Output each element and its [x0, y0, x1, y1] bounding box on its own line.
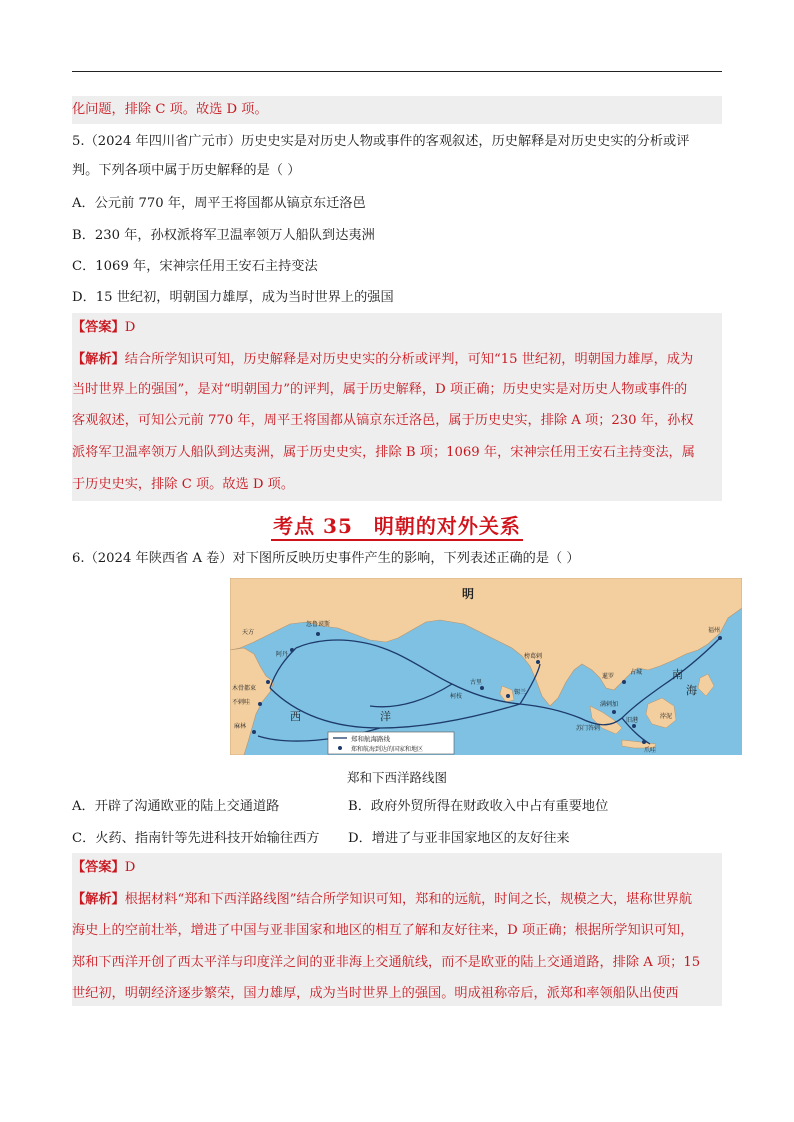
- q6-option-d: D．增进了与亚非国家地区的友好往来: [348, 831, 570, 846]
- map-place-label: 爪哇: [644, 747, 657, 754]
- q6-answer-label: 【答案】: [72, 860, 125, 875]
- map-place-label: 苏门答剌: [576, 725, 601, 732]
- map-place-label: 满剌加: [600, 701, 619, 708]
- place-dot: [622, 680, 626, 684]
- map-label-yang: 洋: [380, 710, 391, 723]
- map-place-label: 福州: [708, 627, 721, 634]
- q5-stem-line1: 5.（2024 年四川省广元市）历史史实是对历史人物或事件的客观叙述，历史解释是对历史史实的分析或评: [72, 134, 690, 149]
- map-place-label: 旧港: [626, 717, 639, 724]
- map-place-label: 榜葛剌: [524, 653, 543, 660]
- place-dot: [642, 740, 646, 744]
- q5-analysis-label: 【解析】: [72, 352, 125, 367]
- q5-option-c: C．1069 年，宋神宗任用王安石主持变法: [72, 259, 318, 274]
- q5-option-d: D．15 世纪初，明朝国力雄厚，成为当时世界上的强国: [72, 290, 394, 305]
- legend-place-swatch: [338, 746, 342, 750]
- place-dot: [252, 730, 256, 734]
- map-place-label: 麻林: [234, 723, 247, 730]
- place-dot: [316, 632, 320, 636]
- place-dot: [718, 636, 722, 640]
- place-dot: [290, 648, 294, 652]
- q6-analysis-line4: 世纪初，明朝经济逐步繁荣，国力雄厚，成为当时世界上的强国。明成祖称帝后，派郑和率领船队出使西: [72, 986, 679, 1001]
- q5-analysis-text1: 结合所学知识可知，历史解释是对历史史实的分析或评判，可知“15 世纪初，明朝国力雄厚，成为: [124, 352, 694, 367]
- q5-option-b: B．230 年，孙权派将军卫温率领万人船队到达夷洲: [72, 228, 375, 243]
- place-dot: [480, 686, 484, 690]
- legend-route-label: 郑和航海路线: [351, 735, 390, 743]
- map-place-label: 锡兰: [514, 689, 527, 696]
- q5-analysis-line3: 客观叙述，可知公元前 770 年，周平王将国都从镐京东迁洛邑，属于历史史实，排除 A 项；230 年，孙权: [72, 413, 694, 428]
- map-place-label: 天方: [242, 629, 255, 636]
- map-caption: 郑和下西洋路线图: [346, 770, 447, 785]
- q6-option-b: B．政府外贸所得在财政收入中占有重要地位: [348, 799, 609, 814]
- q6-analysis-line2: 海史上的空前壮举，增进了中国与亚非国家和地区的相互了解和友好往来，D 项正确；根据所学知识可知，: [72, 923, 694, 938]
- map-place-label: 木骨都束: [232, 685, 257, 692]
- place-dot: [632, 724, 636, 728]
- q6-analysis-text1: 根据材料“郑和下西洋路线图”结合所学知识可知，郑和的远航，时间之长，规模之大，堪称世界航: [124, 892, 693, 907]
- section-title-text: 考点 35 明朝的对外关系: [271, 514, 523, 541]
- place-dot: [506, 694, 510, 698]
- q6-analysis-label: 【解析】: [72, 892, 125, 907]
- place-dot: [536, 660, 540, 664]
- map-label-ming: 明: [462, 587, 475, 601]
- map-place-label: 柯枝: [450, 693, 463, 700]
- map-place-label: 浡泥: [660, 713, 673, 720]
- q5-analysis-line1: [72, 350, 693, 370]
- q6-option-a: A．开辟了沟通欧亚的陆上交通道路: [72, 799, 280, 814]
- q6-analysis-line3: 郑和下西洋开创了西太平洋与印度洋之间的亚非海上交通航线，而不是欧亚的陆上交通道路，排除 A 项；15: [72, 955, 701, 970]
- q5-answer-label: 【答案】: [72, 320, 125, 335]
- q6-option-c: C．火药、指南针等先进科技开始输往西方: [72, 831, 320, 846]
- place-dot: [612, 710, 616, 714]
- map-place-label: 古里: [470, 679, 483, 686]
- q6-stem: 6.（2024 年陕西省 A 卷）对下图所反映历史事件产生的影响，下列表述正确的是（ ）: [72, 551, 580, 566]
- map-label-xi: 西: [290, 710, 301, 723]
- map-label-nan: 南: [672, 668, 683, 681]
- header-rule: [72, 71, 722, 72]
- q5-option-a: A．公元前 770 年，周平王将国都从镐京东迁洛邑: [72, 196, 366, 211]
- q6-analysis-line1: [72, 890, 692, 910]
- map-place-label: 忽鲁谟斯: [306, 621, 331, 628]
- prev-analysis-tail: 化问题，排除 C 项。故选 D 项。: [72, 102, 268, 117]
- place-dot: [258, 702, 262, 706]
- map-place-label: 不剌哇: [232, 699, 251, 706]
- section-title: [0, 510, 794, 539]
- q5-answer-box: [72, 313, 722, 501]
- place-dot: [266, 680, 270, 684]
- q5-analysis-line4: 派将军卫温率领万人船队到达夷洲，属于历史史实，排除 B 项；1069 年，宋神宗任用王安石主持变法，属: [72, 445, 695, 460]
- legend-places-label: 郑和航海到达的国家和地区: [351, 746, 424, 753]
- map-place-label: 占城: [630, 669, 643, 676]
- map-place-label: 暹罗: [602, 673, 615, 680]
- map-label-hai: 海: [686, 684, 697, 697]
- map-legend: [328, 732, 454, 754]
- q5-analysis-line5: 于历史史实，排除 C 项。故选 D 项。: [72, 477, 295, 492]
- map-place-label: 阿丹: [276, 651, 289, 658]
- q5-answer: [72, 318, 135, 338]
- q5-analysis-line2: 当时世界上的强国”，是对“明朝国力”的评判，属于历史解释，D 项正确；历史史实是对历史人物或事件的: [72, 382, 688, 397]
- q6-answer: [72, 858, 135, 878]
- zheng-he-route-map: [230, 578, 742, 755]
- q5-stem-line2: 判。下列各项中属于历史解释的是（ ）: [72, 163, 301, 178]
- q5-answer-value: D: [124, 320, 136, 335]
- q6-answer-value: D: [124, 860, 136, 875]
